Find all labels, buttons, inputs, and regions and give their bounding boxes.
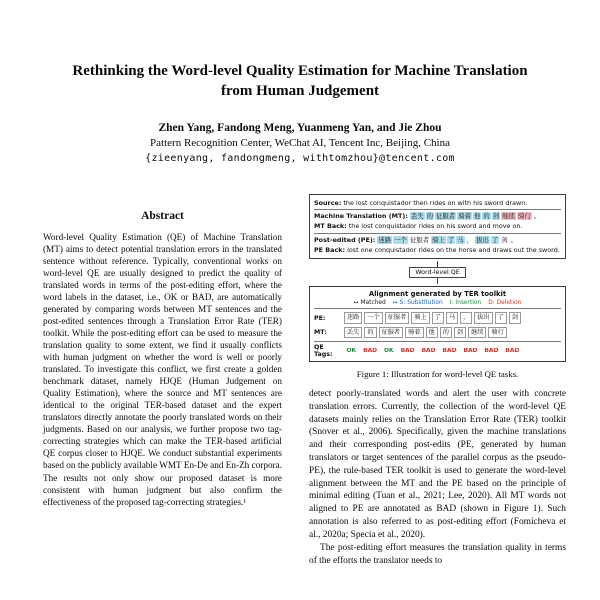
- left-column: [34, 194, 291, 568]
- mt-token: 继续: [502, 211, 515, 220]
- pe-token: 了: [491, 235, 499, 244]
- connector-line-bottom: [437, 278, 438, 284]
- author-emails: {zieenyang, fandongmeng, withtomzhou}@tencent.com: [145, 152, 455, 164]
- word-level-qe-label: Word-level QE: [409, 267, 465, 278]
- pe-token: 迷路: [378, 235, 392, 244]
- mt-token: 骑行: [517, 211, 531, 220]
- pe-label: Post-edited (PE):: [314, 235, 376, 244]
- figure-pe-back-row: [314, 245, 561, 255]
- pe-back-label: PE Back:: [314, 246, 346, 255]
- figure-1: [309, 194, 566, 379]
- alignment-title: Alignment generated by TER toolkit: [368, 290, 507, 299]
- pe-align-token: 一个: [364, 312, 382, 323]
- right-column: [309, 194, 566, 568]
- legend-item: D: Deletion: [488, 300, 522, 307]
- mt-align-token: 丢失: [344, 327, 362, 338]
- mt-align-token: 剑: [454, 327, 466, 338]
- pe-token: 一个: [394, 235, 407, 244]
- legend-item: ↔ Matched: [353, 300, 386, 307]
- mt-back-label: MT Back:: [314, 222, 347, 231]
- figure-mt-back-row: [314, 221, 561, 231]
- mt-text-tokens: [410, 212, 542, 220]
- pe-token: 剑: [501, 235, 508, 244]
- qe-tag: BAD: [421, 348, 436, 355]
- pe-align-token: ，: [460, 312, 472, 323]
- mt-row-label: MT:: [314, 328, 327, 336]
- qe-tags-row: [314, 341, 561, 358]
- figure-caption: Figure 1: Illustration for word-level QE tasks.: [356, 369, 519, 380]
- mt-align-token: 的: [440, 327, 452, 338]
- mt-token: 剑: [492, 211, 500, 220]
- mt-alignment-tokens: [344, 327, 507, 338]
- qe-tags-label: QE Tags:: [314, 344, 333, 359]
- qe-tag: OK: [346, 348, 357, 355]
- pe-token: 征服者: [409, 235, 430, 244]
- figure-source-row: [314, 198, 561, 208]
- qe-tag: BAD: [505, 348, 520, 355]
- mt-align-token: 继续: [468, 327, 486, 338]
- legend-item: I: Insertion: [449, 300, 482, 307]
- alignment-legend: [314, 300, 561, 309]
- paper-title: [34, 62, 566, 102]
- source-label: Source:: [314, 198, 342, 207]
- figure-pe-row: [314, 233, 561, 245]
- pe-row-label: PE:: [314, 314, 326, 322]
- pe-back-text: lost one conquistador rides on the horse and draws out the sword.: [347, 246, 560, 255]
- pe-align-token: 剑: [509, 312, 521, 323]
- authors: Zhen Yang, Fandong Meng, Yuanmeng Yan, and Jie Zhou: [158, 121, 442, 134]
- pe-align-token: 了: [432, 312, 444, 323]
- qe-tag: BAD: [463, 348, 478, 355]
- pe-token: 骑上: [432, 235, 445, 244]
- qe-tag: BAD: [363, 348, 378, 355]
- mt-alignment-row: [314, 327, 561, 338]
- pe-align-token: 骑上: [411, 312, 429, 323]
- legend-item: ↔ S: Substitution: [392, 300, 443, 307]
- figure-mt-row: [314, 209, 561, 221]
- word-level-qe-connector: [309, 261, 566, 284]
- two-column-body: [34, 194, 566, 568]
- body-paragraph-2: The post-editing effort measures the translation quality in terms of the efforts the translator needs to: [309, 543, 566, 567]
- affiliation: Pattern Recognition Center, WeChat AI, Tencent Inc, Beijing, China: [150, 136, 450, 149]
- mt-back-text: the lost conquistador rides on his sword and move on.: [348, 222, 523, 231]
- qe-tag: BAD: [400, 348, 415, 355]
- pe-token: 拔出: [476, 235, 489, 244]
- mt-token: 的: [426, 211, 434, 220]
- mt-align-token: 他: [426, 327, 438, 338]
- pe-alignment-tokens: [344, 312, 521, 323]
- pe-align-token: 拔出: [474, 312, 492, 323]
- pe-token: 马: [457, 235, 464, 244]
- mt-align-token: 征服者: [379, 327, 404, 338]
- mt-token: 的: [483, 211, 490, 220]
- pe-align-token: 迷路: [344, 312, 362, 323]
- figure-example-box: [309, 194, 566, 260]
- pe-align-token: 了: [495, 312, 507, 323]
- qe-tag: BAD: [442, 348, 457, 355]
- title-line-2: from Human Judgement: [220, 82, 380, 99]
- alignment-box: [309, 286, 566, 362]
- pe-align-token: 马: [446, 312, 458, 323]
- mt-token: 。: [533, 211, 541, 220]
- mt-label: Machine Translation (MT):: [314, 211, 408, 220]
- qe-tag: BAD: [484, 348, 499, 355]
- qe-tags: [344, 348, 522, 354]
- pe-token: 了: [447, 235, 455, 244]
- mt-token: 骑着: [458, 211, 471, 220]
- mt-align-token: 的: [364, 327, 376, 338]
- source-text: the lost conquistador then rides on with his sword drawn.: [343, 198, 528, 207]
- pe-token: ，: [466, 235, 474, 244]
- abstract-text: Word-level Quality Estimation (QE) of Machine Translation (MT) aims to detect potential translation errors in the translated sentence without reference. Typically, conventional works on word-level QE are usually designed to predict the quality of translated words in terms of the post-editing effort, where the word labels in the dataset, i.e., OK or BAD, are automatically generated by comparing words between MT sentences and the post-edited sentences through a Translation Error Rate (TER) toolkit. While the post-editing effort can be used to measure the translation quality to some extent, we find it usually conflicts with human judgment on whether the word is well or poorly translated. To investigate this conflict, we first create a golden benchmark dataset, namely HJQE (Human Judgement on Quality Estimation), where the source and MT sentences are identical to the original TER-based dataset and the expert translators directly annotate the poorly translated words on their judgments. Based on our analysis, we further propose two tag-correcting strategies which can make the TER-based artificial QE corpus closer to HJQE. We conduct substantial experiments based on the publicly available WMT En-De and En-Zh corpora. The results not only show our proposed dataset is more consistent with human judgment but also confirm the effectiveness of the proposed tag-correcting strategies.¹: [43, 231, 282, 507]
- mt-token: 征服者: [436, 211, 456, 220]
- pe-align-token: 征服者: [385, 312, 410, 323]
- body-paragraph-1: detect poorly-translated words and alert the user with concrete translation errors. Currently, the collection of the word-level QE datasets mainly relies on the Translation Error Rate (TER) toolkit (Snover et al., 2006). Specifically, given the machine translations and their corresponding post-edits (PE, generated by human translators or target sentences of the parallel corpus as the pseudo-PE), the rule-based TER toolkit is used to generate the word-level alignment between the MT and the PE based on the principle of minimal editing (Tuan et al., 2021; Lee, 2020). All MT words not aligned to PE are annotated as BAD (shown in Figure 1). Such annotation is also referred to as post-editing effort (Fomicheva et al., 2020a; Specia et al., 2020).: [309, 389, 566, 540]
- qe-tag: OK: [384, 348, 394, 355]
- mt-token: 丢失: [410, 211, 424, 220]
- mt-align-token: 骑着: [405, 327, 423, 338]
- mt-align-token: 骑行: [488, 327, 506, 338]
- title-line-1: Rethinking the Word-level Quality Estimation for Machine Translation: [72, 63, 528, 79]
- pe-token: 。: [510, 235, 518, 244]
- mt-token: 他: [473, 211, 481, 220]
- abstract-heading: Abstract: [141, 209, 184, 222]
- pe-text-tokens: [377, 236, 519, 244]
- pe-alignment-row: [314, 312, 561, 323]
